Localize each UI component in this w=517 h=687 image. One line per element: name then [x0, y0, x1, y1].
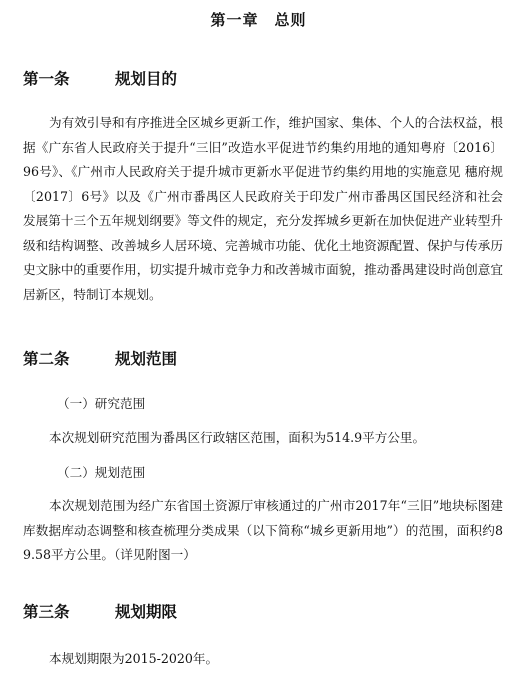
- article-2-sub2-text: 本次规划范围为经广东省国土资源厅审核通过的广州市2017年“三旧”地块标图建库数据库动态调整和核查梳理分类成果（以下简称“城乡更新用地”）的范围，面积约89.58平方公里。（详见附图一）: [23, 498, 503, 562]
- article-2-sub1-text: 本次规划研究范围为番禺区行政辖区范围，面积为514.9平方公里。: [49, 430, 426, 445]
- article-2-sub1-heading: （一）研究范围: [57, 396, 146, 411]
- article-3-title: 规划期限: [115, 603, 178, 621]
- article-2-heading: [23, 347, 503, 369]
- article-2-sub2-heading: （二）规划范围: [57, 465, 146, 480]
- article-1-heading: [23, 67, 503, 89]
- article-3-heading: [23, 600, 503, 622]
- article-1-number: 第一条: [23, 70, 70, 88]
- article-1-title: 规划目的: [115, 70, 178, 88]
- article-2-number: 第二条: [23, 350, 70, 368]
- article-3-number: 第三条: [23, 603, 70, 621]
- article-1-paragraph: 为有效引导和有序推进全区城乡更新工作，维护国家、集体、个人的合法权益，根据《广东省人民政府关于提升“三旧”改造水平促进节约集约用地的通知粤府〔2016〕96号》、《广州市人民政府关于提升城市更新水平促进节约集约用地的实施意见 穗府规〔2017〕6号》以及《广州市番禺区人民政府关于印发广州市番禺区国民经济和社会发展第十三个五年规划纲要》等文件的规定，充分发挥城乡更新在加快促进产业转型升级和结构调整、改善城乡人居环境、完善城市功能、优化土地资源配置、保护与传承历史文脉中的重要作用，切实提升城市竞争力和改善城市面貌，推动番禺建设时尚创意宜居新区，特制订本规划。: [23, 115, 503, 302]
- article-2-title: 规划范围: [115, 350, 178, 368]
- chapter-title: 第一章 总则: [210, 11, 307, 29]
- article-3-text: 本规划期限为2015-2020年。: [49, 651, 219, 666]
